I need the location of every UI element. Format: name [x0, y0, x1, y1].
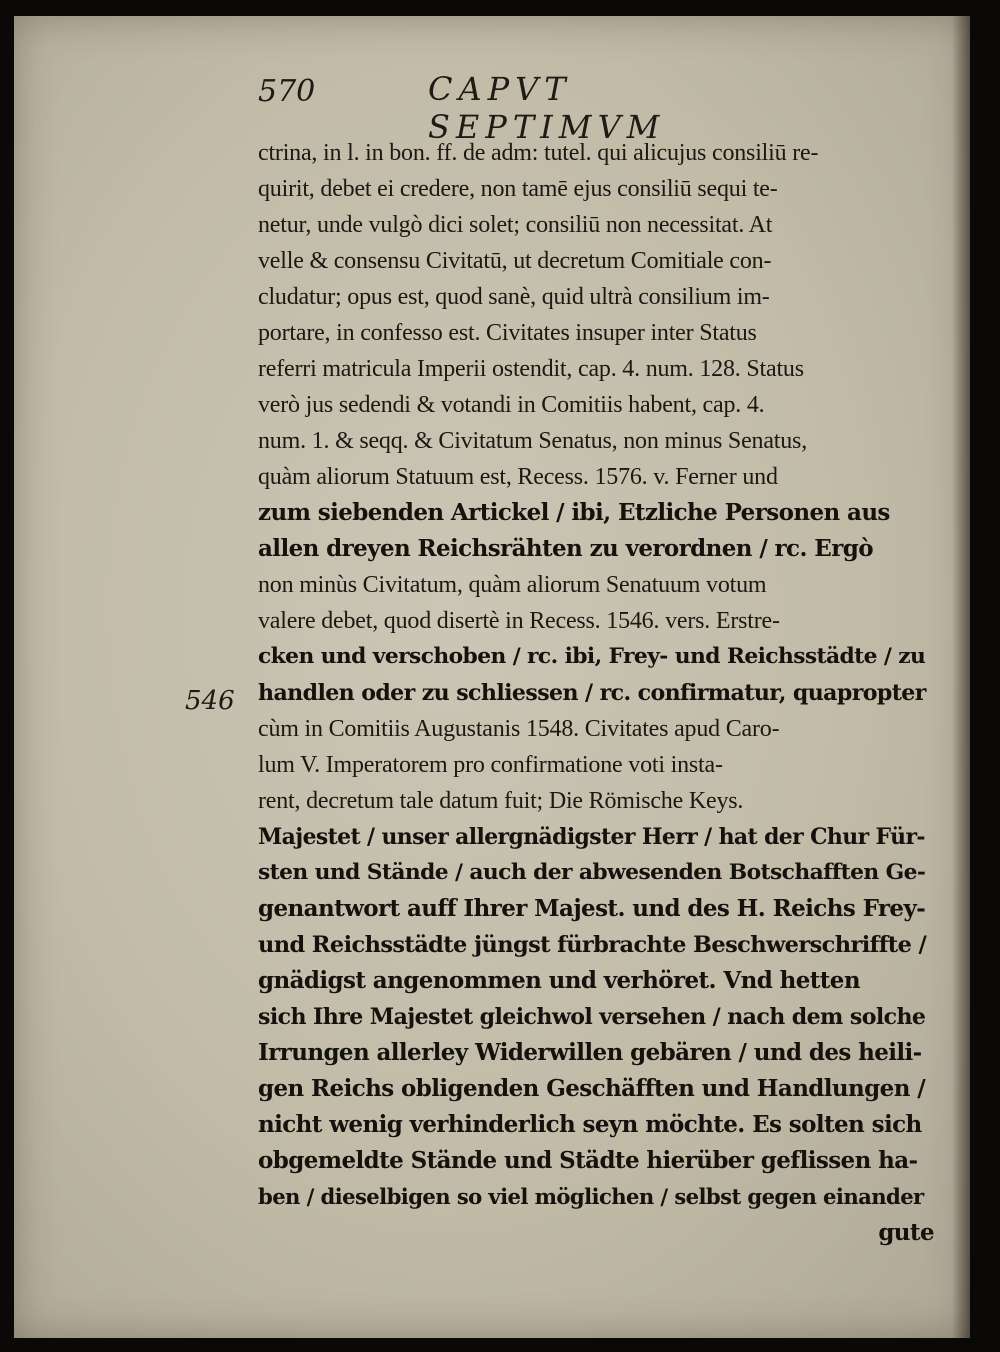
- text-line: obgemeldte Stände und Städte hierüber geflissen ha-: [258, 1147, 918, 1174]
- text-line: netur, unde vulgò dici solet; consiliū non necessitat. At: [258, 212, 773, 238]
- text-line: non minùs Civitatum, quàm aliorum Senatuum votum: [258, 572, 767, 598]
- margin-note: 546: [185, 686, 235, 716]
- text-line: genantwort auff Ihrer Majest. und des H. Reichs Frey-: [258, 895, 926, 922]
- text-line: Irrungen allerley Widerwillen gebären / und des heili-: [258, 1039, 922, 1066]
- page-edge-shadow: [952, 16, 970, 1338]
- catchword: gute: [878, 1219, 934, 1246]
- text-line: ben / dieselbigen so viel möglichen / selbst gegen einander: [258, 1184, 924, 1209]
- page-number: 570: [258, 74, 316, 109]
- text-line: und Reichsstädte jüngst fürbrachte Beschwerschriffte /: [258, 932, 927, 958]
- text-line: Majestet / unser allergnädigster Herr / hat der Chur Für-: [258, 824, 925, 850]
- page-header: [258, 66, 778, 146]
- text-line: ctrina, in l. in bon. ff. de adm: tutel. qui alicujus consiliū re-: [258, 140, 819, 166]
- text-line: verò jus sedendi & votandi in Comitiis habent, cap. 4.: [258, 392, 765, 418]
- text-line: gen Reichs obligenden Geschäfften und Handlungen /: [258, 1075, 926, 1102]
- text-line: cùm in Comitiis Augustanis 1548. Civitates apud Caro-: [258, 716, 780, 742]
- text-line: velle & consensu Civitatū, ut decretum Comitiale con-: [258, 248, 772, 274]
- text-line: referri matricula Imperii ostendit, cap. 4. num. 128. Status: [258, 356, 804, 382]
- text-line: portare, in confesso est. Civitates insuper inter Status: [258, 320, 757, 346]
- text-line: nicht wenig verhinderlich seyn möchte. Es solten sich: [258, 1111, 922, 1138]
- text-line: quirit, debet ei credere, non tamē ejus consiliū sequi te-: [258, 176, 778, 202]
- text-line: cludatur; opus est, quod sanè, quid ultrà consilium im-: [258, 284, 770, 310]
- text-line: valere debet, quod disertè in Recess. 1546. vers. Erstre-: [258, 608, 780, 634]
- text-line: sten und Stände / auch der abwesenden Botschafften Ge-: [258, 860, 926, 885]
- text-line: zum siebenden Artickel / ibi, Etzliche Personen aus: [258, 499, 890, 526]
- text-line: num. 1. & seqq. & Civitatum Senatus, non minus Senatus,: [258, 428, 807, 454]
- text-line: cken und verschoben / rc. ibi, Frey- und Reichsstädte / zu: [258, 644, 926, 669]
- text-line: lum V. Imperatorem pro confirmatione voti insta-: [258, 752, 723, 778]
- text-line: rent, decretum tale datum fuit; Die Römische Keys.: [258, 788, 744, 814]
- running-head: CAPVT SEPTIMVM: [428, 70, 666, 146]
- text-line: quàm aliorum Statuum est, Recess. 1576. v. Ferner und: [258, 464, 778, 490]
- text-line: gnädigst angenommen und verhöret. Vnd hetten: [258, 967, 860, 994]
- text-line: handlen oder zu schliessen / rc. confirmatur, quapropter: [258, 680, 926, 706]
- text-line: allen dreyen Reichsrähten zu verordnen / rc. Ergò: [258, 535, 873, 562]
- text-line: sich Ihre Majestet gleichwol versehen / nach dem solche: [258, 1004, 926, 1030]
